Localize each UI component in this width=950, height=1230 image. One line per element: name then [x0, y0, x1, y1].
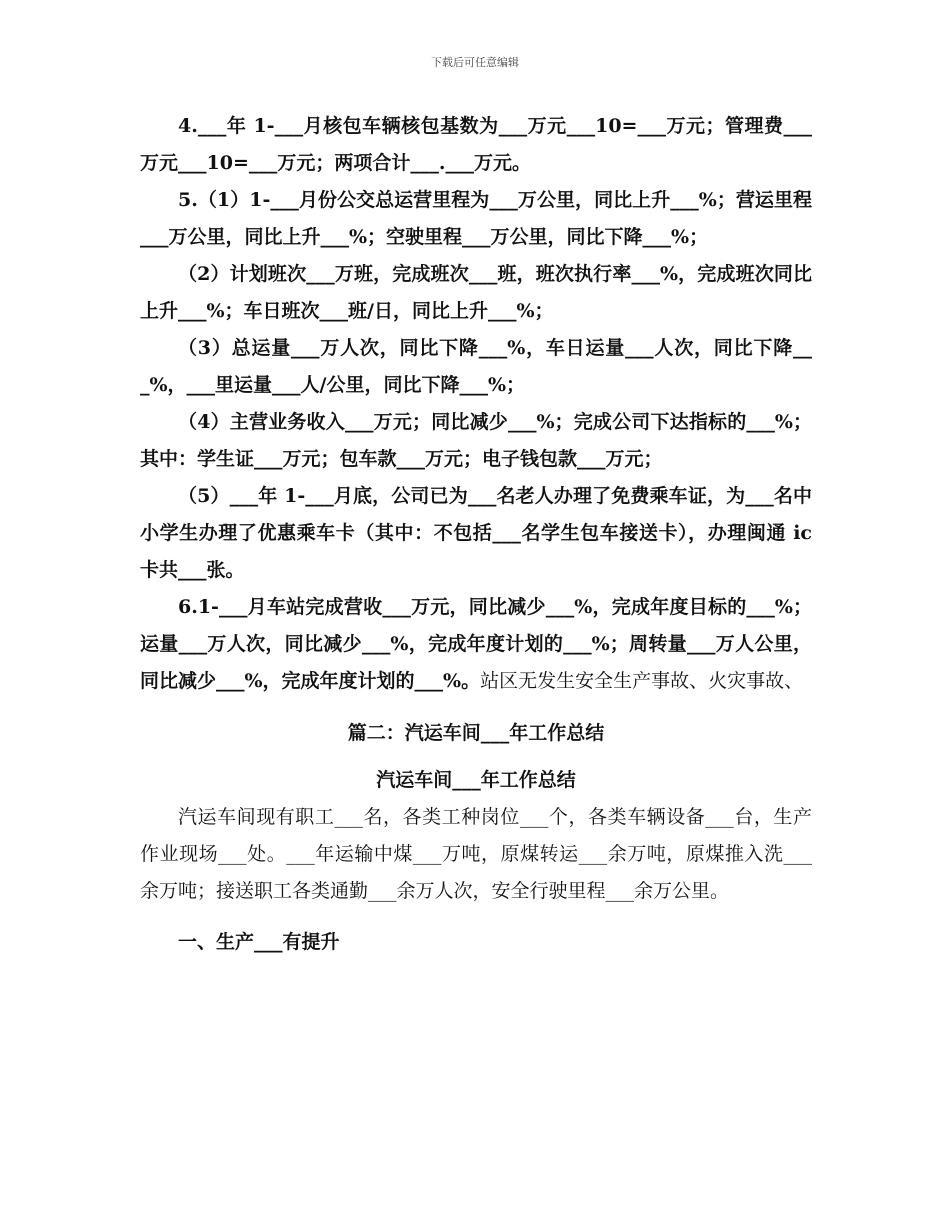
item-5-3-paragraph: （3）总运量___万人次，同比下降___%，车日运量___人次，同比下降___%，___里运量___人/公里，同比下降___%；: [140, 337, 812, 396]
item-5-5-paragraph: （5）___年 1-___月底，公司已为___名老人办理了免费乘车证，为___名中小学生办理了优惠乘车卡（其中：不包括___名学生包车接送卡），办理闽通 ic 卡共___张。: [140, 485, 812, 581]
item-6-normal-text: 站区无发生安全生产事故、火灾事故、: [480, 670, 804, 692]
part-two-heading: 篇二：汽运车间___年工作总结: [347, 722, 605, 744]
item-5-4-paragraph: （4）主营业务收入___万元；同比减少___%；完成公司下达指标的___%；其中：学生证___万元；包车款___万元；电子钱包款___万元；: [140, 411, 812, 470]
header-note: 下载后可任意编辑: [431, 56, 519, 69]
document-body: [140, 108, 812, 961]
section-one-title: 一、生产___有提升: [178, 931, 340, 953]
item-6-bold-text: 6.1-___月车站完成营收___万元，同比减少___%，完成年度目标的___%；运量___万人次，同比减少___%，完成年度计划的___%；周转量___万人公里，同比减少___%，完成年度计划的___%。: [140, 596, 812, 692]
item-5-2-paragraph: （2）计划班次___万班，完成班次___班，班次执行率___%，完成班次同比上升___%；车日班次___班/日，同比上升___%；: [140, 263, 812, 322]
part-two-subheading: 汽运车间___年工作总结: [376, 769, 576, 791]
item-6-paragraph: [140, 589, 812, 700]
intro-paragraph: 汽运车间现有职工___名，各类工种岗位___个，各类车辆设备___台，生产作业现场___处。___年运输中煤___万吨，原煤转运___余万吨，原煤推入洗___余万吨；接送职工各类通勤___余万人次，安全行驶里程___余万公里。: [140, 806, 812, 902]
item-4-paragraph: 4.___年 1-___月核包车辆核包基数为___万元___10=___万元；管理费___万元___10=___万元；两项合计___.___万元。: [140, 115, 812, 174]
item-5-1-paragraph: 5.（1）1-___月份公交总运营里程为___万公里，同比上升___%；营运里程___万公里，同比上升___%；空驶里程___万公里，同比下降___%；: [140, 189, 812, 248]
